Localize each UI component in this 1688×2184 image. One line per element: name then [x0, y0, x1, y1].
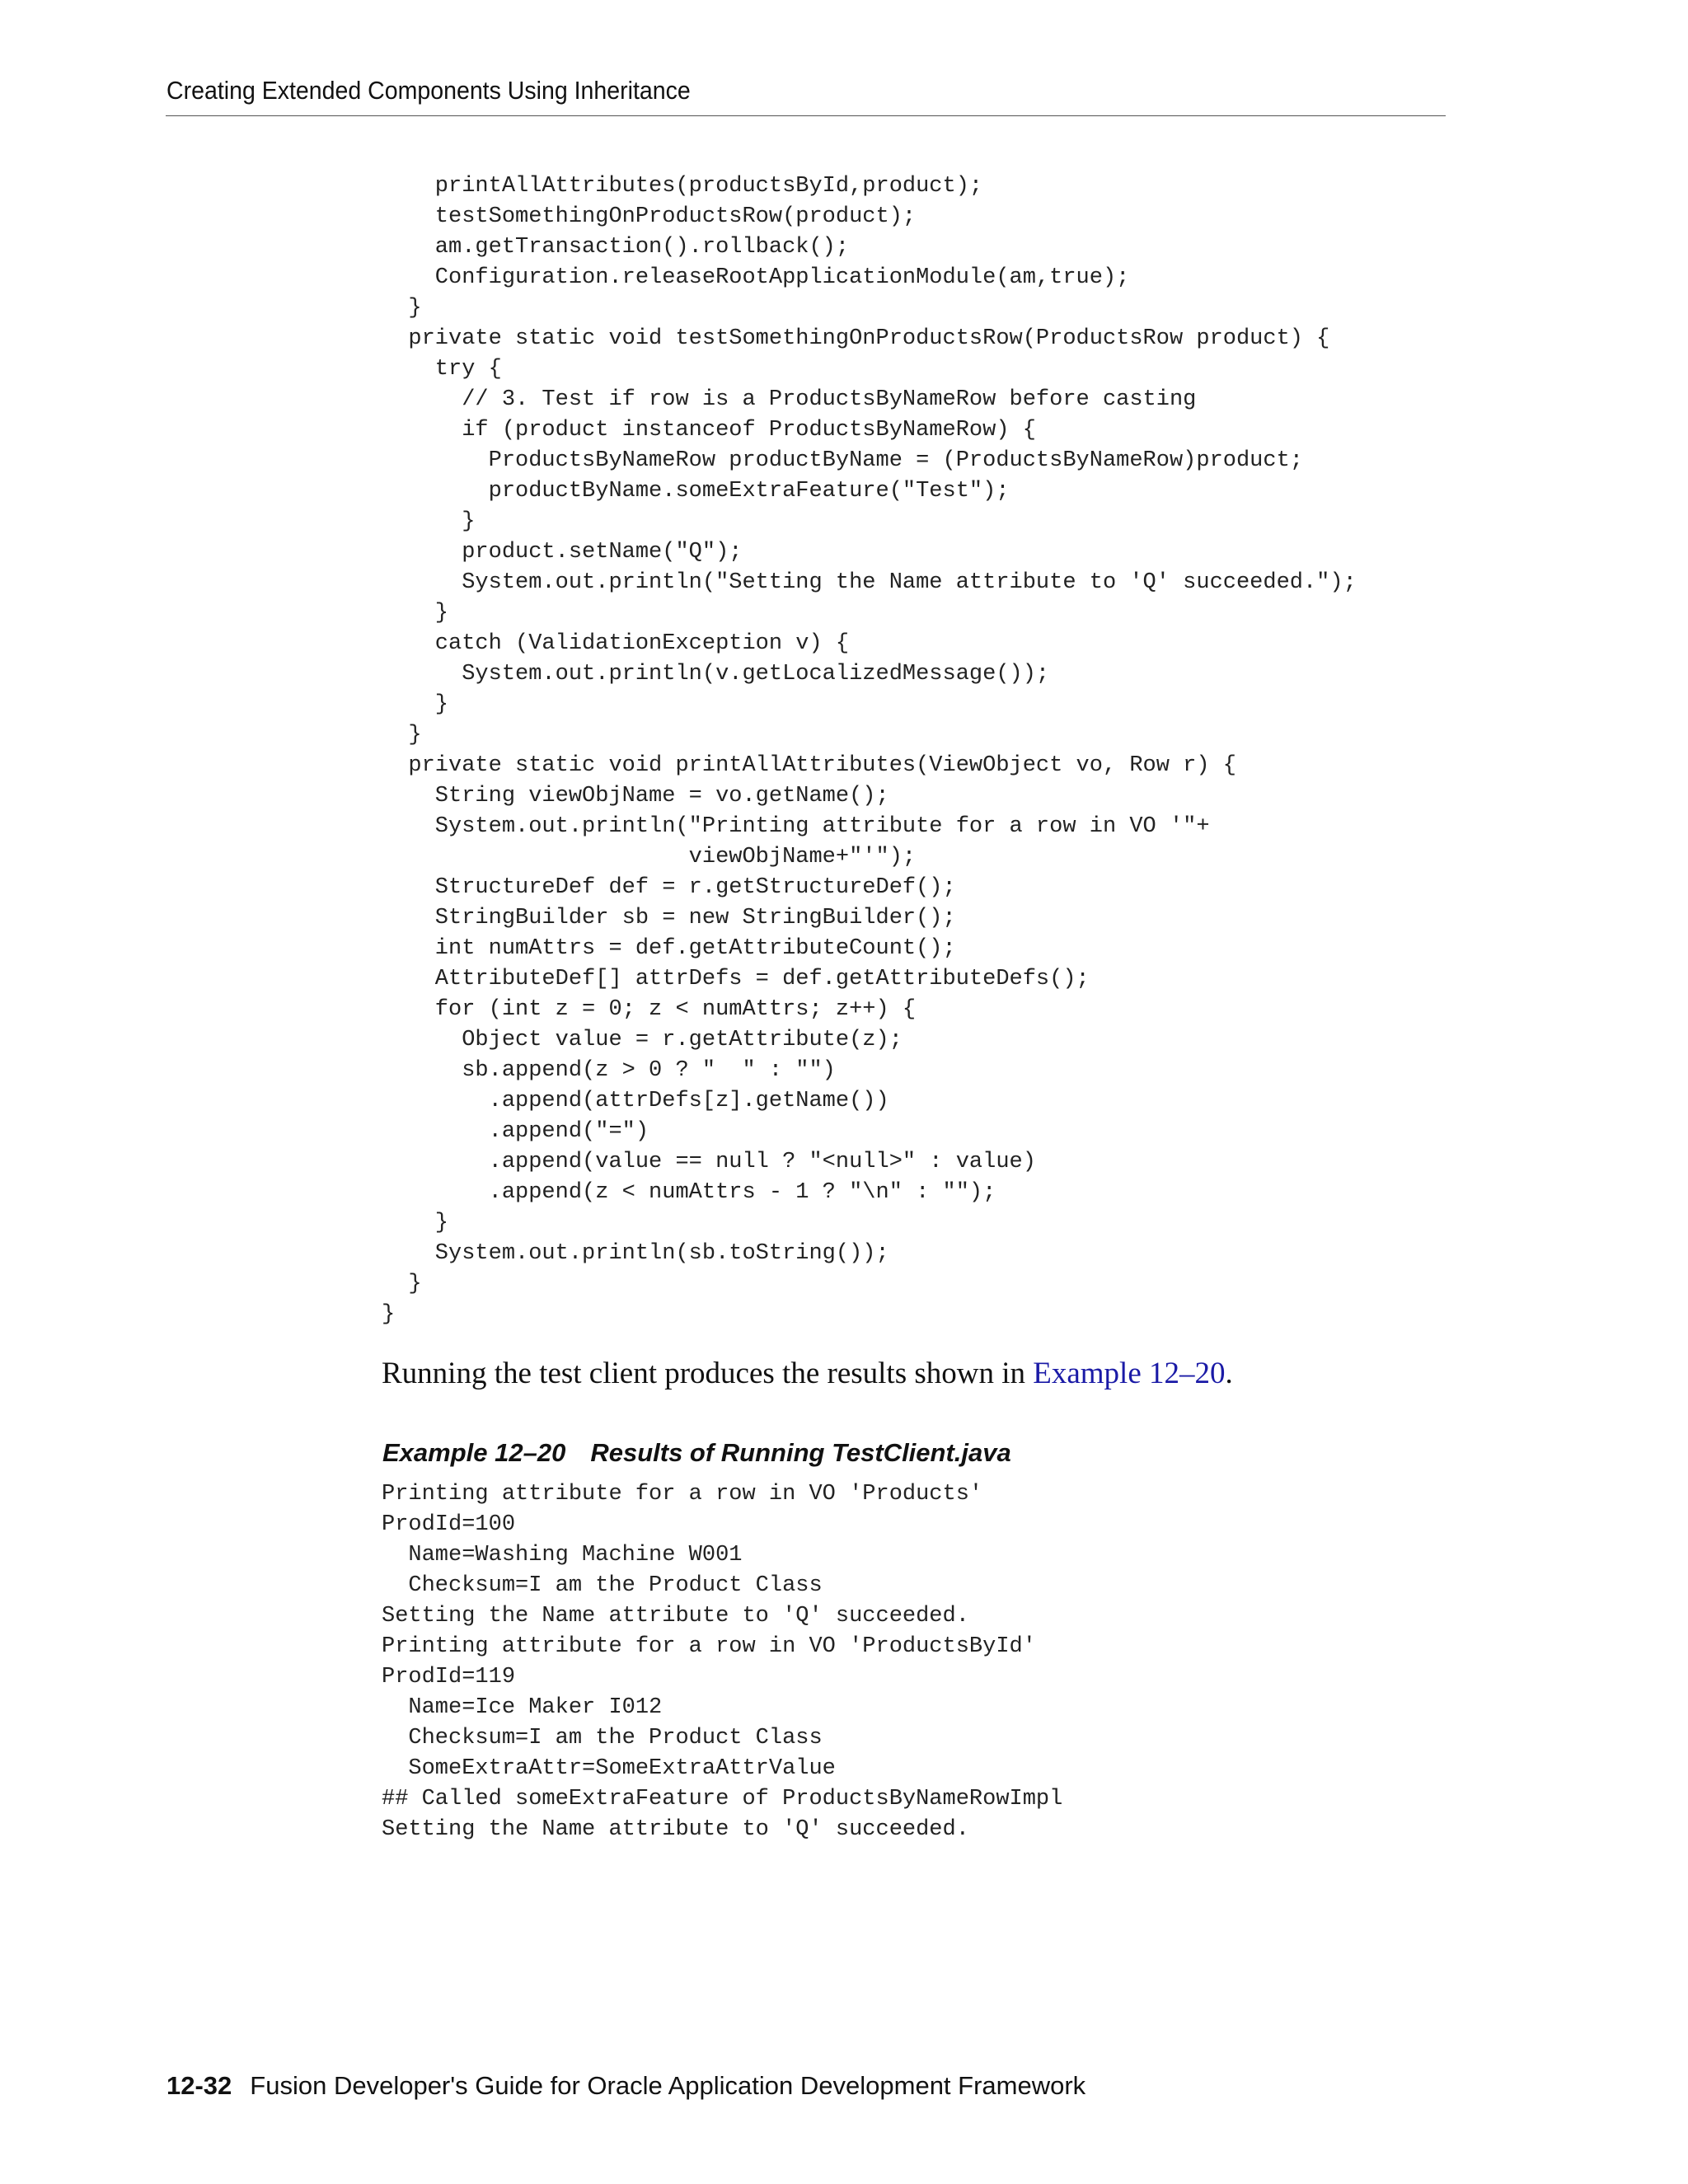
code-line: for (int z = 0; z < numAttrs; z++) { [382, 997, 917, 1022]
code-line: am.getTransaction().rollback(); [382, 235, 850, 260]
output-line: ProdId=119 [382, 1665, 516, 1690]
code-line: Configuration.releaseRootApplicationModule(am,true); [382, 265, 1130, 290]
code-line: } [382, 509, 476, 534]
output-line: Name=Ice Maker I012 [382, 1695, 663, 1720]
code-line: } [382, 1211, 449, 1235]
code-line: ProductsByNameRow productByName = (ProductsByNameRow)product; [382, 448, 1303, 473]
example-title [382, 1438, 1011, 1468]
code-line: StructureDef def = r.getStructureDef(); [382, 875, 956, 900]
code-line: System.out.println("Setting the Name attribute to 'Q' succeeded."); [382, 570, 1357, 595]
code-line: productByName.someExtraFeature("Test"); [382, 479, 1010, 504]
book-title: Fusion Developer's Guide for Oracle Application Development Framework [250, 2071, 1086, 2100]
code-line: } [382, 692, 449, 717]
code-line: catch (ValidationException v) { [382, 631, 850, 656]
code-line: testSomethingOnProductsRow(product); [382, 204, 917, 229]
code-listing [382, 171, 1357, 1330]
code-line: AttributeDef[] attrDefs = def.getAttributeDefs(); [382, 967, 1090, 991]
code-line: int numAttrs = def.getAttributeCount(); [382, 936, 956, 961]
page-footer [166, 2071, 1085, 2101]
page-number: 12-32 [166, 2071, 232, 2100]
code-line: viewObjName+"'"); [382, 845, 917, 869]
code-line: try { [382, 357, 502, 382]
code-line: private static void testSomethingOnProductsRow(ProductsRow product) { [382, 326, 1330, 351]
output-listing [382, 1479, 1062, 1845]
example-cross-reference-link[interactable]: Example 12–20 [1033, 1357, 1226, 1390]
running-header: Creating Extended Components Using Inheritance [166, 76, 691, 105]
output-line: ProdId=100 [382, 1512, 516, 1537]
example-caption: Results of Running TestClient.java [590, 1438, 1011, 1467]
code-line: String viewObjName = vo.getName(); [382, 784, 889, 808]
output-line: SomeExtraAttr=SomeExtraAttrValue [382, 1756, 836, 1781]
code-line: } [382, 296, 422, 321]
example-number: Example 12–20 [382, 1438, 566, 1467]
code-line: Object value = r.getAttribute(z); [382, 1028, 903, 1052]
code-line: } [382, 1302, 396, 1327]
code-line: } [382, 1272, 422, 1296]
paragraph-end: . [1225, 1357, 1233, 1390]
output-line: Checksum=I am the Product Class [382, 1573, 823, 1598]
paragraph-text: Running the test client produces the results shown in [382, 1357, 1034, 1390]
code-line: .append("=") [382, 1119, 649, 1144]
output-line: Printing attribute for a row in VO 'ProductsById' [382, 1634, 1036, 1659]
header-rule [166, 115, 1446, 116]
code-line: // 3. Test if row is a ProductsByNameRow before casting [382, 387, 1197, 412]
code-line: } [382, 601, 449, 626]
code-line: System.out.println(sb.toString()); [382, 1241, 889, 1266]
code-line: StringBuilder sb = new StringBuilder(); [382, 906, 956, 930]
code-line: product.setName("Q"); [382, 540, 743, 565]
code-line: printAllAttributes(productsById,product); [382, 174, 983, 199]
body-paragraph [382, 1356, 1233, 1391]
code-line: sb.append(z > 0 ? " " : "") [382, 1058, 836, 1083]
code-line: .append(attrDefs[z].getName()) [382, 1089, 889, 1113]
code-line: .append(value == null ? "<null>" : value) [382, 1150, 1036, 1174]
output-line: Setting the Name attribute to 'Q' succeeded. [382, 1817, 969, 1842]
output-line: Setting the Name attribute to 'Q' succeeded. [382, 1604, 969, 1629]
code-line: if (product instanceof ProductsByNameRow) { [382, 418, 1036, 443]
output-line: Checksum=I am the Product Class [382, 1726, 823, 1750]
code-line: .append(z < numAttrs - 1 ? "\n" : ""); [382, 1180, 996, 1205]
code-line: System.out.println(v.getLocalizedMessage()); [382, 662, 1050, 687]
code-line: private static void printAllAttributes(ViewObject vo, Row r) { [382, 753, 1236, 778]
code-line: } [382, 723, 422, 748]
output-line: Name=Washing Machine W001 [382, 1543, 743, 1568]
code-line: System.out.println("Printing attribute for a row in VO '"+ [382, 814, 1210, 839]
output-line: ## Called someExtraFeature of ProductsByNameRowImpl [382, 1787, 1063, 1811]
output-line: Printing attribute for a row in VO 'Products' [382, 1482, 983, 1507]
